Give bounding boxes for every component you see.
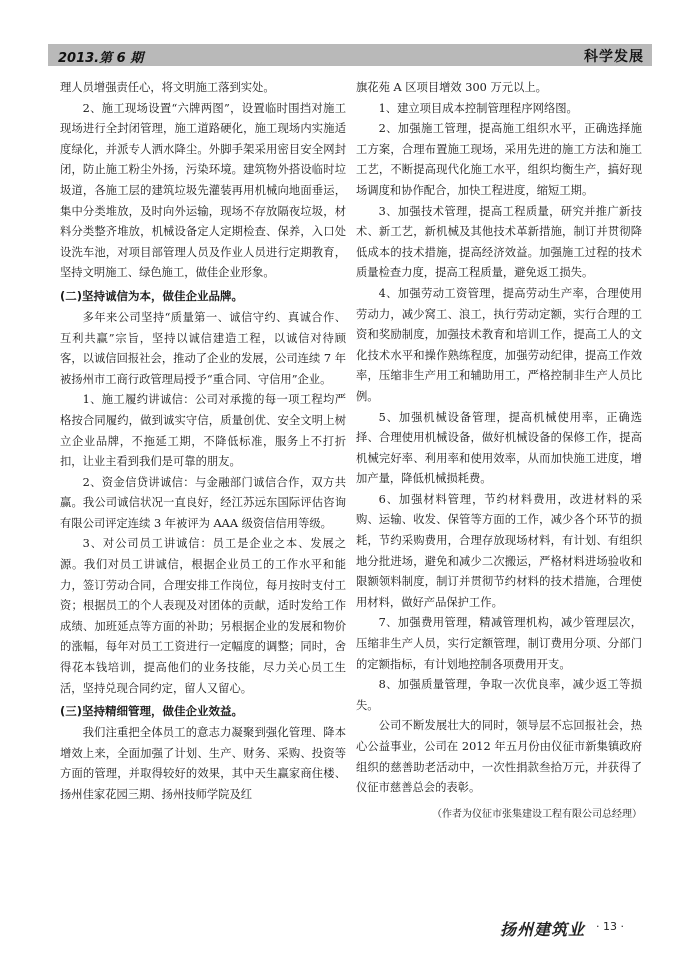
- section-heading: (三)坚持精细管理，做佳企业效益。: [60, 704, 244, 719]
- paragraph: 2、加强施工管理，提高施工组织水平，正确选择施工方案，合理布置施工现场，采用先进的施工方法和施工工艺，不断提高现代化施工水平，组织均衡生产，搞好现场调度和协作配合，加快工程进度，缩短工期。: [356, 122, 642, 197]
- section-heading: (二)坚持诚信为本，做佳企业品牌。: [60, 288, 244, 303]
- issue-label: 2013.第 6 期: [58, 51, 144, 66]
- paragraph: 5、加强机械设备管理，提高机械使用率，正确选择、合理使用机械设备，做好机械设备的保修工作，提高机械完好率、利用率和使用效率，从而加快施工进度，增加产量，降低机械损耗费。: [356, 410, 642, 486]
- paragraph: 6、加强材料管理，节约材料费用，改进材料的采购、运输、收发、保管等方面的工作，减少各个环节的损耗，节约采购费用，合理存放现场材料，有计划、有组织地分批进场，避免和减少二次搬运，严格材料进场验收和限额领料制度，制订并贯彻节约材料的技术措施，合理使用材料，做好产品保护工作。: [356, 492, 642, 609]
- paragraph: 1、施工履约讲诚信：公司对承揽的每一项工程均严格按合同履约，做到诚实守信，质量创优、安全文明上树立企业品牌，不拖延工期，不降低标准，服务上不打折扣，让业主看到我们是可靠的朋友。: [60, 393, 346, 469]
- paragraph: 3、对公司员工讲诚信：员工是企业之本、发展之源。我们对员工讲诚信，根据企业员工的工作水平和能力，签订劳动合同，合理安排工作岗位，每月按时支付工资；根据员工的个人表现及对团体的贡献，适时发给工作成绩、加班延点等方面的补助；另根据企业的发展和物价的涨幅，每年对员工工资进行一定幅度的调整；同时，舍得花本钱培训，提高他们的业务技能，尽力关心员工生活，坚持兑现合同约定，留人又留心。: [60, 537, 346, 695]
- magazine-logo: 扬州建筑业: [500, 920, 586, 939]
- page-header: [48, 44, 652, 66]
- paragraph: 公司不断发展壮大的同时，领导层不忘回报社会，热心公益事业，公司在 2012 年五月份由仪征市新集镇政府组织的慈善助老活动中，一次性捐款叁拾万元，并获得了仪征市慈善总会的表彰。: [356, 719, 642, 795]
- paragraph: 8、加强质量管理，争取一次优良率，减少返工等损失。: [356, 678, 642, 712]
- paragraph: 2、施工现场设置“六牌两图”，设置临时围挡对施工现场进行全封闭管理，施工道路硬化，施工现场内实施适度绿化，并派专人洒水降尘。外脚手架采用密目安全网封闭，防止施工粉尘外扬，污染环境。建筑物外搭设临时垃圾道，各施工层的建筑垃圾先灌装再用机械向地面垂运，集中分类堆放，及时向外运输，现场不存放隔夜垃圾，材料分类整齐堆放，机械设备定人定期检查、保养，入口处设洗车池，对项目部管理人员及作业人员进行定期教育，坚持文明施工、绿色施工，做佳企业形象。: [60, 101, 346, 280]
- paragraph: 3、加强技术管理，提高工程质量，研究并推广新技术、新工艺，新机械及其他技术革新措施，制订并贯彻降低成本的技术措施，提高经济效益。加强施工过程的技术质量检查力度，提高工程质量，避免返工损失。: [356, 204, 642, 280]
- paragraph: 旗花苑 A 区项目增效 300 万元以上。: [356, 81, 547, 94]
- paragraph: 4、加强劳动工资管理，提高劳动生产率，合理使用劳动力，减少窝工、浪工，执行劳动定额，实行合理的工资和奖励制度，加强技术教育和培训工作，提高工人的文化技术水平和操作熟练程度，加强劳动纪律，提高工作效率，压缩非生产用工和辅助用工，严格控制非生产人员比例。: [356, 286, 642, 403]
- journal-title: 科学发展: [584, 49, 644, 65]
- paragraph: 7、加强费用管理，精减管理机构，减少管理层次，压缩非生产人员，实行定额管理，制订费用分项、分部门的定额指标，有计划地控制各项费用开支。: [356, 616, 642, 671]
- paragraph: 我们注重把全体员工的意志力凝聚到强化管理、降本增效上来，全面加强了计划、生产、财务、采购、投资等方面的管理，并取得较好的效果，其中天生赢家商住楼、扬州佳家花园三期、扬州技师学院及红: [60, 726, 346, 801]
- page-number: · 13 ·: [596, 920, 624, 933]
- right-column: [356, 78, 642, 825]
- paragraph: 2、资金信贷讲诚信：与金融部门诚信合作，双方共赢。我公司诚信状况一直良好，经江苏远东国际评估咨询有限公司评定连续 3 年被评为 AAA 级资信信用等级。: [60, 475, 346, 530]
- paragraph: 理人员增强责任心，将文明施工落到实处。: [60, 81, 275, 94]
- paragraph: 1、建立项目成本控制管理程序网络图。: [378, 101, 578, 115]
- author-note: （作者为仪征市张集建设工程有限公司总经理）: [432, 808, 642, 820]
- paragraph: 多年来公司坚持“质量第一、诚信守约、真诚合作、互利共赢”宗旨，坚持以诚信建造工程，以诚信对待顾客，以诚信回报社会，推动了企业的发展，公司连续 7 年被扬州市工商行政管理局授予“重合同、守信用”企业。: [60, 310, 346, 386]
- left-column: [60, 78, 346, 806]
